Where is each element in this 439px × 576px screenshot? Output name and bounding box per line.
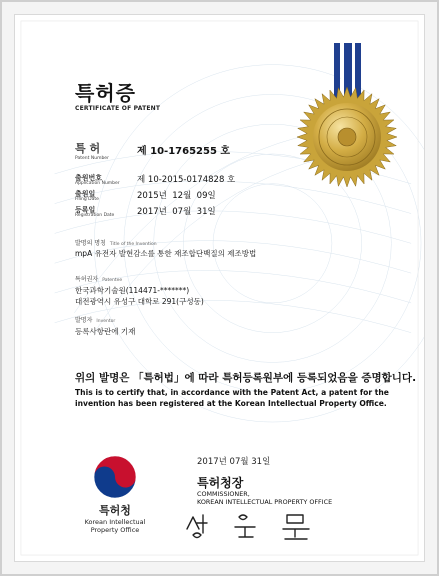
handwritten-signature [183,507,333,543]
commissioner-title-en [197,490,332,506]
page-title: 특허증 [75,81,136,105]
patent-number-value: 제 10-1765255 호 [137,146,231,157]
registration-date-label-en: Registration Date [75,213,115,218]
patent-number-label: 특 허 [75,142,101,155]
filing-date-value: 2015년 12월 09일 [137,191,216,201]
application-number-label-en: Application Number [75,181,120,186]
patentee-label [75,274,122,283]
filing-date-label: 출원일 [75,190,96,198]
inventor-label-en: Inventor [96,319,116,324]
patentee-address: 대전광역시 유성구 대학로 291(구성동) [75,297,204,306]
commissioner-title-en-line1: COMMISSIONER, [197,490,250,498]
office-name-en-line2: Property Office [90,526,140,534]
office-name-en-line1: Korean Intellectual [84,518,146,526]
application-number-value: 제 10-2015-0174828 호 [137,175,236,185]
invention-title-label-ko: 발명의 명칭 [75,240,106,247]
office-name-en [71,518,159,534]
certificate-paper [14,14,425,562]
invention-title-value: mpA 유전자 발현감소를 통한 재조합단백질의 제조방법 [75,249,257,258]
invention-title-label-en: Title of the Invention [109,242,157,247]
registration-date-value: 2017년 07월 31일 [137,207,216,217]
page-subtitle: CERTIFICATE OF PATENT [75,105,161,112]
registration-date-label: 등록일 [75,206,96,214]
application-number-label: 출원번호 [75,174,103,182]
patentee-label-en: Patentee [102,278,123,283]
patent-number-label-en: Patent Number [75,156,109,161]
certification-statement-en: This is to certify that, in accordance with the Patent Act, a patent for the invention has been registered at the Korean Intellectual Property Office. [75,388,389,408]
inventor-label-ko: 발명자 [75,317,93,324]
gold-seal-icon [295,85,399,189]
inventor-value: 등록사항란에 기재 [75,327,136,336]
filing-date-label-en: Filing Date [75,197,99,202]
office-name-ko: 특허청 [99,504,131,517]
inventor-label [75,315,115,324]
kipo-taegeuk-logo-icon [93,455,137,499]
certification-statement-ko: 위의 발명은 「특허법」에 따라 특허등록원부에 등록되었음을 증명합니다. [75,372,417,384]
invention-title-label [75,238,157,247]
commissioner-title-en-line2: KOREAN INTELLECTUAL PROPERTY OFFICE [197,498,333,506]
commissioner-title-ko: 특허청장 [197,476,244,490]
patentee-label-ko: 특허권자 [75,276,99,283]
issue-date: 2017년 07월 31일 [197,457,271,467]
patentee-name: 한국과학기술원(114471-*******) [75,286,190,295]
